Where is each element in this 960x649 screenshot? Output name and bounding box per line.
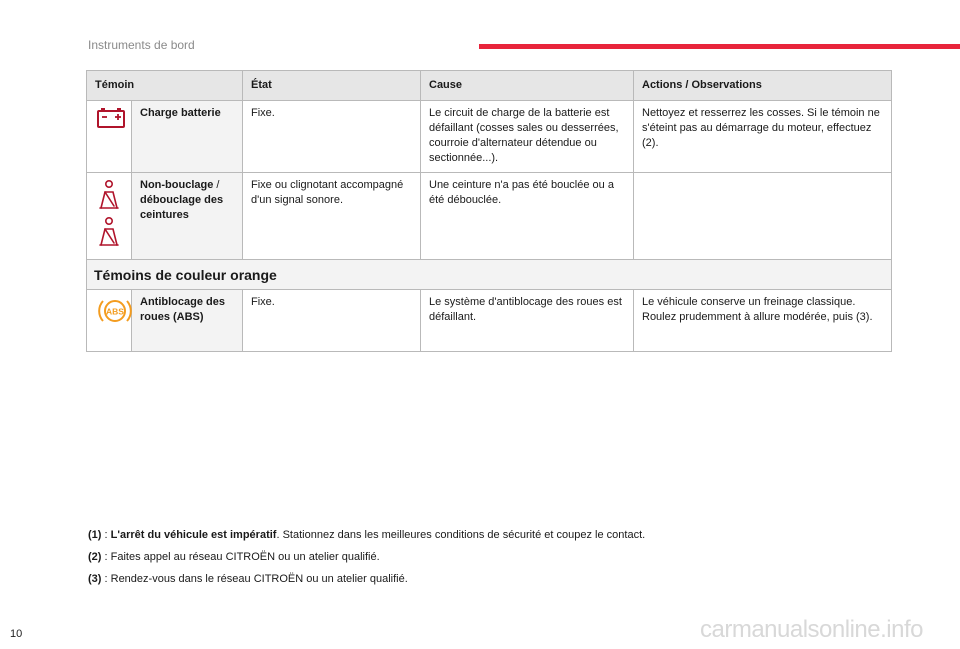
footnotes [88,529,908,595]
light-cause: Le circuit de charge de la batterie est défaillant (cosses sales ou desserrées, courroie d'alternateur détendue ou sectionnée...). [421,101,634,173]
icon-cell [87,290,132,352]
table-header-row [87,71,892,101]
section-row [87,260,892,290]
seatbelt-icon [96,178,122,248]
light-action [634,173,892,260]
abs-icon-text: ABS [106,306,124,317]
section-title: Témoins de couleur orange [87,260,892,290]
light-name: Antiblocage des roues (ABS) [132,290,243,352]
page-number: 10 [10,628,23,640]
footnote: (1) : L'arrêt du véhicule est impératif. Stationnez dans les meilleures conditions de sécurité et coupez le contact. [88,529,646,541]
column-header-actions: Actions / Observations [634,71,892,101]
light-name: Charge batterie [132,101,243,173]
column-header-etat: État [243,71,421,101]
light-cause: Une ceinture n'a pas été bouclée ou a été débouclée. [421,173,634,260]
icon-cell [87,101,132,173]
table-row [87,173,892,260]
icon-cell [87,173,132,260]
abs-icon [95,295,135,327]
column-header-temoin: Témoin [87,71,243,101]
light-state: Fixe ou clignotant accompagné d'un signal sonore. [243,173,421,260]
battery-icon [95,106,127,130]
table-row [87,290,892,352]
footnote: (2) : Faites appel au réseau CITROËN ou un atelier qualifié. [88,551,380,563]
light-state: Fixe. [243,290,421,352]
light-action: Nettoyez et resserrez les cosses. Si le témoin ne s'éteint pas au démarrage du moteur, effectuez (2). [634,101,892,173]
light-action: Le véhicule conserve un freinage classique. Roulez prudemment à allure modérée, puis (3). [634,290,892,352]
light-state: Fixe. [243,101,421,173]
section-header-title: Instruments de bord [88,38,195,52]
light-name: Non-bouclage / débouclage des ceintures [132,173,243,260]
warning-lights-table [86,70,892,352]
watermark: carmanualsonline.info [700,616,923,643]
footnote: (3) : Rendez-vous dans le réseau CITROËN ou un atelier qualifié. [88,573,408,585]
header-accent-bar [479,44,960,49]
table-row [87,101,892,173]
column-header-cause: Cause [421,71,634,101]
light-cause: Le système d'antiblocage des roues est défaillant. [421,290,634,352]
